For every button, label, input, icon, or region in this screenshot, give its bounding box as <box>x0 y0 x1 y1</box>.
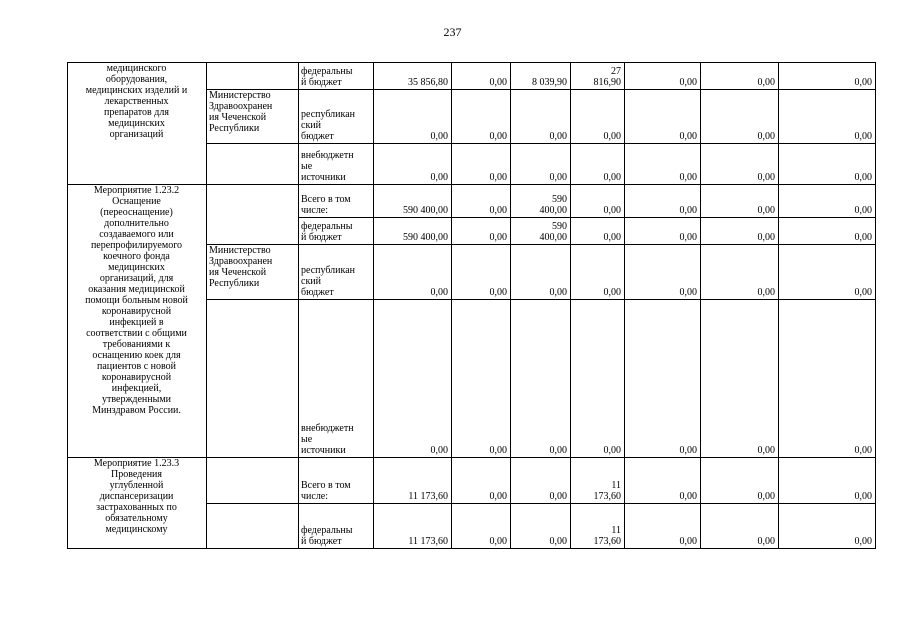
value-cell: 0,00 <box>679 205 697 216</box>
executor-cell: Министерство Здравоохранен ия Чеченской Республики <box>209 90 273 134</box>
value-cell: 590 400,00 <box>539 221 567 243</box>
value-cell: 0,00 <box>679 77 697 88</box>
value-cell: 0,00 <box>854 77 872 88</box>
value-cell: 0,00 <box>489 205 507 216</box>
value-cell: 0,00 <box>603 131 621 142</box>
value-cell: 0,00 <box>854 287 872 298</box>
table-rule <box>206 299 298 300</box>
table-rule <box>67 62 876 63</box>
value-cell: 0,00 <box>854 491 872 502</box>
value-cell: 0,00 <box>430 445 448 456</box>
table-rule <box>206 503 298 504</box>
value-cell: 0,00 <box>679 445 697 456</box>
value-cell: 11 173,60 <box>408 491 448 502</box>
value-cell: 11 173,60 <box>593 525 621 547</box>
funding-source-cell: Всего в том числе: <box>301 480 351 502</box>
table-rule <box>67 548 876 549</box>
value-cell: 0,00 <box>549 491 567 502</box>
value-cell: 0,00 <box>603 172 621 183</box>
value-cell: 11 173,60 <box>408 536 448 547</box>
table-rule <box>206 143 298 144</box>
value-cell: 590 400,00 <box>539 194 567 216</box>
value-cell: 0,00 <box>854 445 872 456</box>
value-cell: 0,00 <box>489 491 507 502</box>
value-cell: 0,00 <box>679 287 697 298</box>
funding-source-cell: федеральны й бюджет <box>301 221 353 243</box>
value-cell: 0,00 <box>489 77 507 88</box>
value-cell: 27 816,90 <box>593 66 621 88</box>
funding-source-cell: федеральны й бюджет <box>301 525 353 547</box>
table-rule <box>67 457 876 458</box>
value-cell: 0,00 <box>489 232 507 243</box>
value-cell: 0,00 <box>757 536 775 547</box>
value-cell: 0,00 <box>679 172 697 183</box>
value-cell: 0,00 <box>549 287 567 298</box>
funding-source-cell: федеральны й бюджет <box>301 66 353 88</box>
funding-source-cell: внебюджетн ые источники <box>301 423 354 456</box>
value-cell: 0,00 <box>757 77 775 88</box>
value-cell: 590 400,00 <box>403 232 448 243</box>
value-cell: 0,00 <box>603 205 621 216</box>
value-cell: 11 173,60 <box>593 480 621 502</box>
value-cell: 0,00 <box>603 287 621 298</box>
value-cell: 0,00 <box>603 232 621 243</box>
table-rule <box>206 244 298 245</box>
value-cell: 0,00 <box>489 287 507 298</box>
value-cell: 0,00 <box>430 172 448 183</box>
funding-source-cell: внебюджетн ые источники <box>301 150 354 183</box>
table-rule <box>206 89 298 90</box>
value-cell: 35 856,80 <box>408 77 448 88</box>
executor-cell: Министерство Здравоохранен ия Чеченской Республики <box>209 245 273 289</box>
table-rule <box>875 62 876 549</box>
value-cell: 0,00 <box>757 287 775 298</box>
value-cell: 0,00 <box>854 232 872 243</box>
value-cell: 0,00 <box>549 131 567 142</box>
value-cell: 0,00 <box>489 536 507 547</box>
table-rule <box>67 184 876 185</box>
value-cell: 0,00 <box>679 232 697 243</box>
funding-source-cell: республикан ский бюджет <box>301 265 356 298</box>
activity-cell: Мероприятие 1.23.2 Оснащение (переоснащение) дополнительно создаваемого или перепрофилируемого коечного фонда медицинских организаций, для оказания медицинской помощи больным новой коронавирусной инфекцией в соответствии с общими требованиями к оснащению коек для пациентов с новой коронавирусной инфекцией, утвержденными Минздравом России. <box>85 185 188 416</box>
activity-cell: Мероприятие 1.23.3 Проведения углубленной диспансеризации застрахованных по обязательному медицинскому <box>93 458 180 535</box>
value-cell: 0,00 <box>757 205 775 216</box>
value-cell: 590 400,00 <box>403 205 448 216</box>
value-cell: 0,00 <box>854 131 872 142</box>
value-cell: 0,00 <box>757 232 775 243</box>
value-cell: 0,00 <box>549 172 567 183</box>
value-cell: 0,00 <box>679 491 697 502</box>
value-cell: 0,00 <box>757 131 775 142</box>
value-cell: 0,00 <box>757 445 775 456</box>
value-cell: 0,00 <box>430 131 448 142</box>
value-cell: 8 039,90 <box>532 77 567 88</box>
value-cell: 0,00 <box>854 536 872 547</box>
value-cell: 0,00 <box>549 445 567 456</box>
value-cell: 0,00 <box>679 131 697 142</box>
activity-cell: медицинского оборудования, медицинских изделий и лекарственных препаратов для медицинских организаций <box>85 63 188 140</box>
value-cell: 0,00 <box>489 445 507 456</box>
page-number: 237 <box>443 25 462 39</box>
value-cell: 0,00 <box>679 536 697 547</box>
value-cell: 0,00 <box>603 445 621 456</box>
value-cell: 0,00 <box>489 131 507 142</box>
funding-source-cell: республикан ский бюджет <box>301 109 356 142</box>
value-cell: 0,00 <box>854 205 872 216</box>
value-cell: 0,00 <box>854 172 872 183</box>
value-cell: 0,00 <box>489 172 507 183</box>
value-cell: 0,00 <box>430 287 448 298</box>
value-cell: 0,00 <box>757 172 775 183</box>
value-cell: 0,00 <box>549 536 567 547</box>
value-cell: 0,00 <box>757 491 775 502</box>
funding-source-cell: Всего в том числе: <box>301 194 351 216</box>
